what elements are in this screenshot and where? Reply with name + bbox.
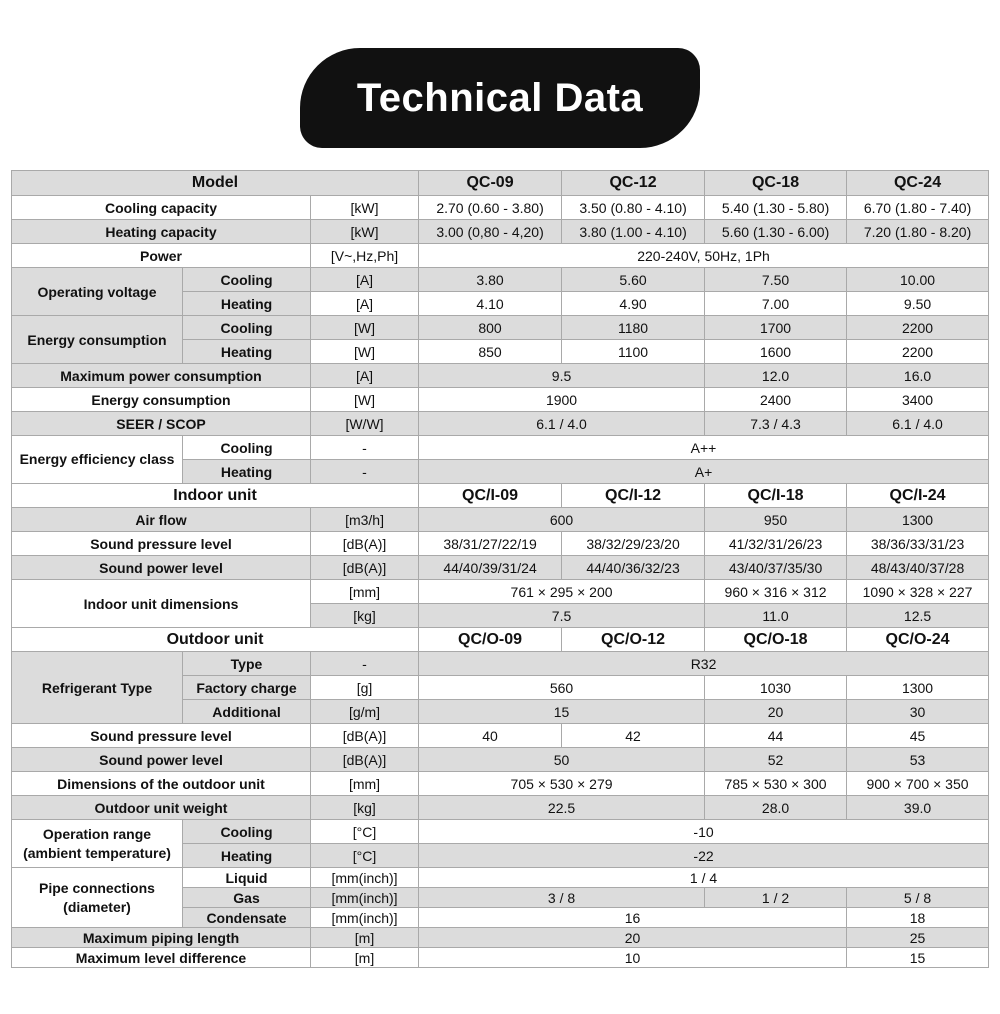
value-cell: 1700 — [705, 316, 847, 340]
model-cell: QC-09 — [419, 171, 562, 196]
sub-label: Heating — [183, 340, 311, 364]
indoor-unit-header-row — [12, 484, 989, 508]
unit-cell: [mm] — [311, 772, 419, 796]
value-cell: 7.3 / 4.3 — [705, 412, 847, 436]
unit-cell: [A] — [311, 268, 419, 292]
sub-label: Factory charge — [183, 676, 311, 700]
outdoor-unit-header-row — [12, 628, 989, 652]
value-cell: 1090 × 328 × 227 — [847, 580, 989, 604]
value-cell: 560 — [419, 676, 705, 700]
max-piping-length-row — [12, 928, 989, 948]
unit-cell: [dB(A)] — [311, 748, 419, 772]
sub-label: Heating — [183, 292, 311, 316]
value-cell: 5.60 — [562, 268, 705, 292]
unit-cell: [dB(A)] — [311, 556, 419, 580]
max-level-difference-row — [12, 948, 989, 968]
row-label: SEER / SCOP — [12, 412, 311, 436]
value-cell: 9.50 — [847, 292, 989, 316]
value-cell: 30 — [847, 700, 989, 724]
sub-label: Heating — [183, 844, 311, 868]
value-cell: 48/43/40/37/28 — [847, 556, 989, 580]
value-cell: 600 — [419, 508, 705, 532]
value-cell: 53 — [847, 748, 989, 772]
page-title: Technical Data — [356, 75, 644, 120]
model-cell: QC/O-24 — [847, 628, 989, 652]
model-cell: QC-24 — [847, 171, 989, 196]
row-label: Sound pressure level — [12, 724, 311, 748]
value-cell: R32 — [419, 652, 989, 676]
pipe-liquid-row — [12, 868, 989, 888]
value-cell: 7.00 — [705, 292, 847, 316]
sub-label: Type — [183, 652, 311, 676]
value-cell: 12.0 — [705, 364, 847, 388]
value-cell: 16 — [419, 908, 847, 928]
unit-cell: [A] — [311, 364, 419, 388]
value-cell: 20 — [705, 700, 847, 724]
row-label: Sound power level — [12, 748, 311, 772]
unit-cell: [m3/h] — [311, 508, 419, 532]
air-flow-row — [12, 508, 989, 532]
unit-cell: [g] — [311, 676, 419, 700]
row-label: Maximum level difference — [12, 948, 311, 968]
value-cell: 2200 — [847, 316, 989, 340]
value-cell: 40 — [419, 724, 562, 748]
unit-cell: - — [311, 652, 419, 676]
indoor-dimensions-row — [12, 580, 989, 604]
value-cell: 3 / 8 — [419, 888, 705, 908]
row-label: Heating capacity — [12, 220, 311, 244]
value-cell: 28.0 — [705, 796, 847, 820]
value-cell: 220-240V, 50Hz, 1Ph — [419, 244, 989, 268]
energy-consumption-cooling-row — [12, 316, 989, 340]
unit-cell: [g/m] — [311, 700, 419, 724]
unit-cell: [kW] — [311, 220, 419, 244]
row-label: Refrigerant Type — [12, 652, 183, 724]
value-cell: 38/32/29/23/20 — [562, 532, 705, 556]
value-cell: 9.5 — [419, 364, 705, 388]
operation-range-cooling-row — [12, 820, 989, 844]
value-cell: 5.40 (1.30 - 5.80) — [705, 196, 847, 220]
unit-cell: [W] — [311, 340, 419, 364]
sub-label: Cooling — [183, 436, 311, 460]
value-cell: 6.1 / 4.0 — [419, 412, 705, 436]
outdoor-dimensions-row — [12, 772, 989, 796]
sub-label: Heating — [183, 460, 311, 484]
value-cell: 22.5 — [419, 796, 705, 820]
unit-cell: [°C] — [311, 820, 419, 844]
cooling-capacity-row — [12, 196, 989, 220]
value-cell: 6.70 (1.80 - 7.40) — [847, 196, 989, 220]
value-cell: 16.0 — [847, 364, 989, 388]
unit-cell: [kg] — [311, 604, 419, 628]
row-label: Outdoor unit weight — [12, 796, 311, 820]
value-cell: 7.50 — [705, 268, 847, 292]
row-label: Power — [12, 244, 311, 268]
unit-cell: [dB(A)] — [311, 532, 419, 556]
row-label: Sound power level — [12, 556, 311, 580]
section-label: Outdoor unit — [12, 628, 419, 652]
outdoor-sound-pressure-row — [12, 724, 989, 748]
sub-label: Cooling — [183, 820, 311, 844]
value-cell: 6.1 / 4.0 — [847, 412, 989, 436]
outdoor-weight-row — [12, 796, 989, 820]
row-label: Maximum piping length — [12, 928, 311, 948]
value-cell: 3.00 (0,80 - 4,20) — [419, 220, 562, 244]
energy-consumption-row — [12, 388, 989, 412]
value-cell: 3.80 (1.00 - 4.10) — [562, 220, 705, 244]
value-cell: 7.20 (1.80 - 8.20) — [847, 220, 989, 244]
row-label: Operation range (ambient temperature) — [12, 820, 183, 868]
value-cell: 785 × 530 × 300 — [705, 772, 847, 796]
seer-scop-row — [12, 412, 989, 436]
unit-cell: [kW] — [311, 196, 419, 220]
power-row — [12, 244, 989, 268]
model-cell: QC/O-12 — [562, 628, 705, 652]
value-cell: 44/40/36/32/23 — [562, 556, 705, 580]
row-label: Dimensions of the outdoor unit — [12, 772, 311, 796]
model-row — [12, 171, 989, 196]
value-cell: A+ — [419, 460, 989, 484]
value-cell: 2400 — [705, 388, 847, 412]
value-cell: 3400 — [847, 388, 989, 412]
value-cell: 2200 — [847, 340, 989, 364]
sub-label: Additional — [183, 700, 311, 724]
outdoor-sound-power-row — [12, 748, 989, 772]
model-cell: QC/I-09 — [419, 484, 562, 508]
value-cell: 950 — [705, 508, 847, 532]
value-cell: 50 — [419, 748, 705, 772]
heating-capacity-row — [12, 220, 989, 244]
sub-label: Liquid — [183, 868, 311, 888]
value-cell: 12.5 — [847, 604, 989, 628]
model-cell: QC/I-24 — [847, 484, 989, 508]
value-cell: 42 — [562, 724, 705, 748]
row-label: Sound pressure level — [12, 532, 311, 556]
value-cell: 5 / 8 — [847, 888, 989, 908]
value-cell: 38/36/33/31/23 — [847, 532, 989, 556]
model-cell: QC/I-18 — [705, 484, 847, 508]
unit-cell: [m] — [311, 948, 419, 968]
unit-cell: - — [311, 436, 419, 460]
value-cell: 3.80 — [419, 268, 562, 292]
value-cell: 1300 — [847, 508, 989, 532]
model-cell: QC-18 — [705, 171, 847, 196]
row-label: Energy consumption — [12, 388, 311, 412]
value-cell: 10.00 — [847, 268, 989, 292]
unit-cell: [mm(inch)] — [311, 888, 419, 908]
value-cell: 10 — [419, 948, 847, 968]
unit-cell: - — [311, 460, 419, 484]
unit-cell: [W] — [311, 316, 419, 340]
unit-cell: [W] — [311, 388, 419, 412]
value-cell: 45 — [847, 724, 989, 748]
sub-label: Gas — [183, 888, 311, 908]
value-cell: 18 — [847, 908, 989, 928]
unit-cell: [V~,Hz,Ph] — [311, 244, 419, 268]
unit-cell: [A] — [311, 292, 419, 316]
row-label: Energy consumption — [12, 316, 183, 364]
value-cell: 1 / 4 — [419, 868, 989, 888]
unit-cell: [°C] — [311, 844, 419, 868]
value-cell: 4.10 — [419, 292, 562, 316]
max-power-row — [12, 364, 989, 388]
value-cell: 900 × 700 × 350 — [847, 772, 989, 796]
value-cell: 761 × 295 × 200 — [419, 580, 705, 604]
unit-cell: [mm] — [311, 580, 419, 604]
value-cell: 52 — [705, 748, 847, 772]
value-cell: 850 — [419, 340, 562, 364]
title-banner — [300, 48, 700, 148]
row-label: Cooling capacity — [12, 196, 311, 220]
unit-cell: [m] — [311, 928, 419, 948]
value-cell: 38/31/27/22/19 — [419, 532, 562, 556]
value-cell: 1 / 2 — [705, 888, 847, 908]
value-cell: 39.0 — [847, 796, 989, 820]
operating-voltage-cooling-row — [12, 268, 989, 292]
technical-data-table — [11, 170, 989, 968]
indoor-sound-pressure-row — [12, 532, 989, 556]
value-cell: 705 × 530 × 279 — [419, 772, 705, 796]
value-cell: 1300 — [847, 676, 989, 700]
sub-label: Condensate — [183, 908, 311, 928]
row-label: Energy efficiency class — [12, 436, 183, 484]
row-label: Maximum power consumption — [12, 364, 311, 388]
value-cell: 800 — [419, 316, 562, 340]
value-cell: 25 — [847, 928, 989, 948]
energy-class-cooling-row — [12, 436, 989, 460]
model-label: Model — [12, 171, 419, 196]
value-cell: 20 — [419, 928, 847, 948]
value-cell: 5.60 (1.30 - 6.00) — [705, 220, 847, 244]
value-cell: 1100 — [562, 340, 705, 364]
value-cell: 3.50 (0.80 - 4.10) — [562, 196, 705, 220]
value-cell: -10 — [419, 820, 989, 844]
value-cell: 7.5 — [419, 604, 705, 628]
unit-cell: [dB(A)] — [311, 724, 419, 748]
value-cell: 1600 — [705, 340, 847, 364]
value-cell: 15 — [847, 948, 989, 968]
indoor-sound-power-row — [12, 556, 989, 580]
model-cell: QC-12 — [562, 171, 705, 196]
value-cell: 44 — [705, 724, 847, 748]
value-cell: 960 × 316 × 312 — [705, 580, 847, 604]
value-cell: 15 — [419, 700, 705, 724]
value-cell: 44/40/39/31/24 — [419, 556, 562, 580]
unit-cell: [W/W] — [311, 412, 419, 436]
value-cell: 1900 — [419, 388, 705, 412]
refrigerant-type-row — [12, 652, 989, 676]
value-cell: 11.0 — [705, 604, 847, 628]
value-cell: -22 — [419, 844, 989, 868]
unit-cell: [mm(inch)] — [311, 868, 419, 888]
value-cell: 1030 — [705, 676, 847, 700]
value-cell: A++ — [419, 436, 989, 460]
value-cell: 43/40/37/35/30 — [705, 556, 847, 580]
row-label: Operating voltage — [12, 268, 183, 316]
unit-cell: [kg] — [311, 796, 419, 820]
sub-label: Cooling — [183, 268, 311, 292]
model-cell: QC/I-12 — [562, 484, 705, 508]
section-label: Indoor unit — [12, 484, 419, 508]
model-cell: QC/O-09 — [419, 628, 562, 652]
value-cell: 2.70 (0.60 - 3.80) — [419, 196, 562, 220]
row-label: Pipe connections (diameter) — [12, 868, 183, 928]
model-cell: QC/O-18 — [705, 628, 847, 652]
unit-cell: [mm(inch)] — [311, 908, 419, 928]
row-label: Air flow — [12, 508, 311, 532]
value-cell: 1180 — [562, 316, 705, 340]
row-label: Indoor unit dimensions — [12, 580, 311, 628]
value-cell: 41/32/31/26/23 — [705, 532, 847, 556]
sub-label: Cooling — [183, 316, 311, 340]
value-cell: 4.90 — [562, 292, 705, 316]
